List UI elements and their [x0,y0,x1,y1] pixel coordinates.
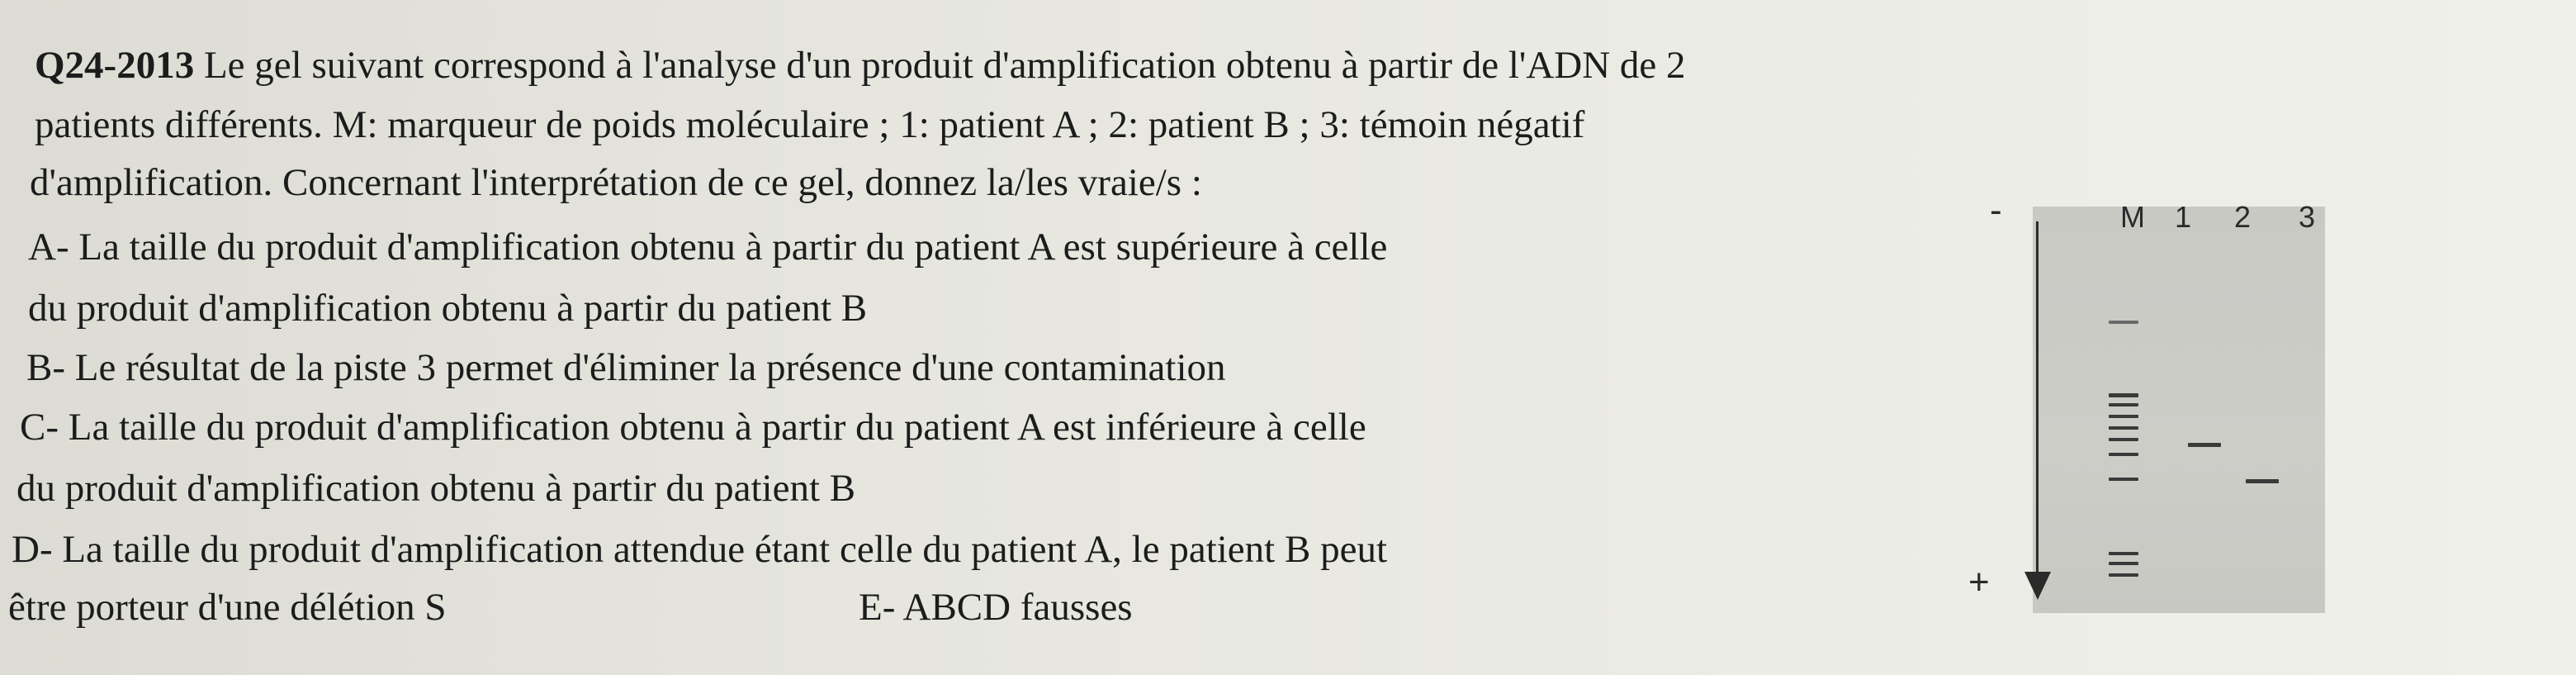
migration-axis [2036,221,2039,577]
option-e: E- ABCD fausses [859,586,1133,629]
lane-label-1: 1 [2175,200,2192,234]
lane-label-3: 3 [2299,200,2316,234]
marker-band [2109,562,2138,565]
lane-2-band [2246,479,2279,483]
option-b: B- Le résultat de la piste 3 permet d'éliminer la présence d'une contamination [26,346,1226,389]
marker-band [2109,415,2138,418]
option-a-line-2: du produit d'amplification obtenu à partir du patient B [28,287,868,330]
negative-pole-label: - [1990,190,2002,231]
option-c-line-2: du produit d'amplification obtenu à partir du patient B [17,467,856,510]
marker-band [2109,478,2138,481]
marker-band [2109,393,2138,397]
marker-band [2109,403,2138,406]
question-line-1 [35,46,1686,85]
positive-pole-label: + [1968,562,1990,602]
gel-image [2033,200,2325,613]
option-d-line-1: D- La taille du produit d'amplification attendue étant celle du patient A, le patient B peut [12,528,1387,571]
marker-band [2109,426,2138,430]
migration-arrowhead [2024,572,2051,600]
lane-label-m: M [2120,200,2145,234]
lane-label-2: 2 [2234,200,2252,234]
question-number: Q24-2013 [35,44,195,87]
marker-band [2109,438,2138,441]
lane-1-band [2188,443,2221,447]
marker-band [2109,321,2138,324]
option-a-line-1: A- La taille du produit d'amplification obtenu à partir du patient A est supérieure à celle [28,226,1388,269]
marker-band [2109,573,2138,577]
option-d-line-2: être porteur d'une délétion S [8,586,447,629]
question-text-1: Le gel suivant correspond à l'analyse d'un produit d'amplification obtenu à partir de l'ADN de 2 [194,44,1686,87]
question-line-2: patients différents. M: marqueur de poids moléculaire ; 1: patient A ; 2: patient B ; 3: témoin négatif [35,103,1585,146]
marker-band [2109,552,2138,555]
question-line-3: d'amplification. Concernant l'interprétation de ce gel, donnez la/les vraie/s : [30,161,1202,204]
option-c-line-1: C- La taille du produit d'amplification obtenu à partir du patient A est inférieure à celle [20,406,1366,449]
marker-band [2109,453,2138,456]
